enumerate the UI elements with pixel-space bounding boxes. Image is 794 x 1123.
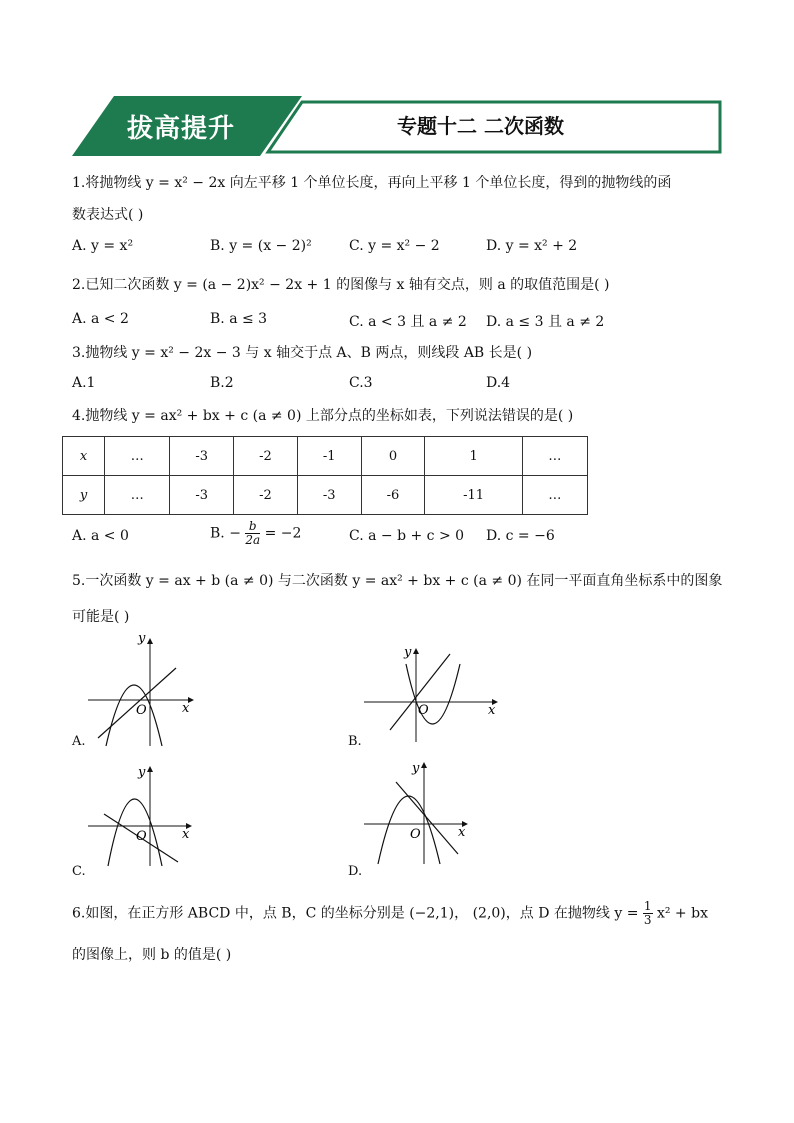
table-cell: -3: [170, 437, 234, 476]
x-label: x: [488, 703, 496, 718]
q2-option-b: B. a ≤ 3: [210, 311, 268, 327]
fraction-denominator: 3: [643, 913, 652, 927]
y-label: y: [138, 765, 146, 780]
q4-option-d: D. c = −6: [486, 528, 555, 544]
x-label: x: [182, 827, 190, 842]
table-cell: -3: [170, 476, 234, 515]
q4-option-c: C. a − b + c > 0: [349, 528, 465, 544]
q3-stem: 3.抛物线 y = x² − 2x − 3 与 x 轴交于点 A、B 两点，则线段 AB 长是( ): [72, 345, 533, 361]
graph-b-label: B.: [348, 734, 362, 749]
q5-stem-line1: 5.一次函数 y = ax + b (a ≠ 0) 与二次函数 y = ax² + bx + c (a ≠ 0) 在同一平面直角坐标系中的图象: [72, 573, 723, 589]
y-label: y: [412, 761, 420, 776]
table-cell: …: [522, 437, 587, 476]
origin-label: O: [136, 829, 147, 844]
q4-option-b: [210, 520, 301, 547]
q1-option-c: C. y = x² − 2: [349, 238, 440, 254]
parabola: [106, 685, 162, 746]
table-cell: …: [105, 437, 170, 476]
q4-value-table: [62, 436, 588, 515]
table-cell: 1: [425, 437, 522, 476]
q1-stem-line1: 1.将抛物线 y = x² − 2x 向左平移 1 个单位长度，再向上平移 1 个单位长度，得到的抛物线的函: [72, 175, 672, 191]
parabola: [406, 664, 460, 724]
q5-stem-line2: 可能是( ): [72, 609, 130, 625]
q2-stem: 2.已知二次函数 y = (a − 2)x² − 2x + 1 的图像与 x 轴有交点，则 a 的取值范围是( ): [72, 277, 610, 293]
table-cell: -1: [297, 437, 361, 476]
section-banner: [72, 96, 722, 156]
q1-stem-line2: 数表达式( ): [72, 207, 144, 223]
q4-option-b-fraction: [245, 520, 260, 547]
table-cell: …: [522, 476, 587, 515]
q1-option-a: A. y = x²: [72, 238, 134, 254]
q3-option-d: D.4: [486, 375, 511, 391]
origin-label: O: [410, 827, 421, 842]
origin-label: O: [418, 703, 429, 718]
graph-b: [360, 644, 500, 744]
graph-c: [84, 762, 204, 870]
table-row-y: [63, 476, 588, 515]
graph-a-label: A.: [72, 734, 86, 749]
q4-stem: 4.抛物线 y = ax² + bx + c (a ≠ 0) 上部分点的坐标如表，下列说法错误的是( ): [72, 408, 574, 424]
q1-option-b: B. y = (x − 2)²: [210, 238, 312, 254]
table-cell: x: [63, 437, 105, 476]
banner-right-title: 专题十二 二次函数: [397, 114, 564, 138]
q4-option-b-rest: = −2: [264, 525, 302, 542]
q3-option-c: C.3: [349, 375, 373, 391]
table-cell: -6: [361, 476, 425, 515]
graph-a: [84, 634, 204, 750]
fraction-numerator: b: [245, 520, 260, 534]
table-cell: -3: [297, 476, 361, 515]
graph-c-label: C.: [72, 864, 86, 879]
q4-option-a: A. a < 0: [72, 528, 129, 544]
line: [396, 782, 458, 854]
q2-option-a: A. a < 2: [72, 311, 129, 327]
table-cell: -11: [425, 476, 522, 515]
fraction-numerator: 1: [643, 899, 652, 913]
q6-stem-line2: 的图像上，则 b 的值是( ): [72, 947, 232, 963]
table-cell: …: [105, 476, 170, 515]
graph-d: [360, 758, 480, 870]
table-row-x: [63, 437, 588, 476]
q1-option-d: D. y = x² + 2: [486, 238, 578, 254]
q3-option-b: B.2: [210, 375, 234, 391]
graph-d-label: D.: [348, 864, 363, 879]
q6-text-b: x² + bx: [656, 905, 708, 922]
y-label: y: [138, 634, 146, 646]
q2-option-d: D. a ≤ 3 且 a ≠ 2: [486, 314, 605, 330]
banner-left-title: 拔高提升: [127, 114, 236, 144]
parabola: [378, 796, 440, 864]
y-label: y: [404, 645, 412, 660]
q3-option-a: A.1: [72, 375, 96, 391]
fraction-denominator: 2a: [245, 533, 261, 547]
x-label: x: [458, 825, 466, 840]
q6-stem-line1: [72, 900, 708, 927]
q4-option-b-prefix: B. −: [210, 525, 241, 542]
table-cell: y: [63, 476, 105, 515]
q6-text-a: 6.如图，在正方形 ABCD 中，点 B，C 的坐标分别是 (−2,1)， (2,0)，点 D 在抛物线 y =: [72, 905, 643, 922]
q2-option-c: C. a < 3 且 a ≠ 2: [349, 314, 467, 330]
table-cell: -2: [234, 437, 298, 476]
x-label: x: [182, 701, 190, 716]
q6-fraction: [643, 900, 653, 927]
table-cell: 0: [361, 437, 425, 476]
table-cell: -2: [234, 476, 298, 515]
parabola: [108, 799, 162, 866]
origin-label: O: [136, 703, 147, 718]
